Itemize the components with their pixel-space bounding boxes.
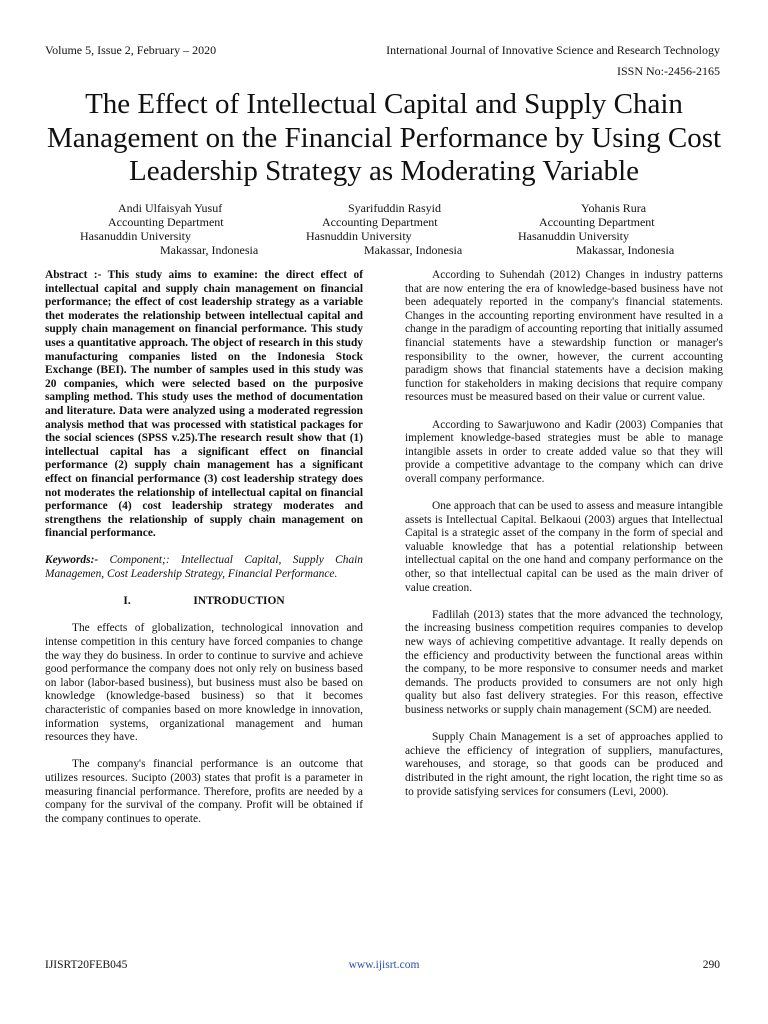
body-paragraph: The effects of globalization, technological innovation and intense competition in this century have forced companies to change the way they do business. In order to continue to survive and achieve good performance the company does not only rely on business based on labor (labor-based business), but business must also be based on knowledge (knowledge-based business) so that it becomes characteristic of companies based on more knowledge in innovation, information systems, organizational management and human resources they have.: [45, 622, 363, 744]
author-city: Makassar, Indonesia: [364, 243, 463, 257]
section-number: I.: [123, 595, 131, 608]
author-3: [518, 201, 674, 257]
footer-journal-link[interactable]: www.ijisrt.com: [348, 959, 420, 971]
abstract: Abstract :- This study aims to examine: the direct effect of intellectual capital and supply chain management on financial performance; the effect of cost leadership strategy as a variable thet moderates the relationship between intellectual capital and supply chain management on financial performance. This study uses a quantitative approach. The object of research in this study manufacturing companies listed on the Indonesia Stock Exchange (BEI). The number of samples used in this study was 20 companies, which were selected based on the purposive sampling method. This study uses the method of documentation and literature. Data were analyzed using a moderated regression analysis method that was processed with statistical packages for the social sciences (SPSS v.25).The research result show that (1) intellectual capital has a significant effect on financial performance (2) supply chain management has a significant effect on financial performance (3) cost leadership strategy does not moderates the relationship of intellectual capital on financial performance (4) cost leadership strategy moderates and strengthens the relationship of supply chain management on financial performance.: [45, 269, 363, 540]
author-1: [80, 201, 258, 257]
left-column: [45, 269, 363, 840]
body-paragraph: Supply Chain Management is a set of approaches applied to achieve the efficiency of integration of suppliers, manufactures, warehouses, and storage, so that goods can be produced and distributed in the right amount, the right location, the right time so as to provide satisfying services for consumers (Levi, 2000).: [405, 731, 723, 798]
author-department: Accounting Department: [108, 215, 224, 229]
author-department: Accounting Department: [539, 215, 655, 229]
body-paragraph: According to Suhendah (2012) Changes in industry patterns that are now entering the era of knowledge-based business have not been adequately reported in the company's financial statements. Changes in the accounting reporting environment have resulted in a change in the paradigm of accounting reporting that initially assumed financial statements have a stewardship function or manager's responsibility to the owner, however, the current accounting paradigm shows that financial statements have a decision making function for stakeholders in making decisions that require company resources must be measured based on their value or current value.: [405, 269, 723, 404]
author-university: Hasanuddin University: [518, 229, 629, 243]
keywords-label: Keywords:-: [45, 554, 99, 567]
author-university: Hasanuddin University: [80, 229, 191, 243]
body-paragraph: The company's financial performance is an outcome that utilizes resources. Sucipto (2003) states that profit is a parameter in measuring financial performance. Therefore, profits are needed by a company for the survival of the company. Profit will be obtained if the company continues to operate.: [45, 758, 363, 825]
footer-paper-code: IJISRT20FEB045: [45, 959, 128, 971]
author-2: [306, 201, 462, 257]
section-heading-introduction: [45, 595, 363, 609]
author-city: Makassar, Indonesia: [576, 243, 675, 257]
paper-title: The Effect of Intellectual Capital and Supply Chain Management on the Financial Performance by Using Cost Leadership Strategy as Moderating Variable: [46, 88, 722, 187]
running-header-volume: Volume 5, Issue 2, February – 2020: [45, 43, 217, 57]
running-header-journal: International Journal of Innovative Science and Research Technology: [386, 43, 720, 57]
author-department: Accounting Department: [322, 215, 438, 229]
right-column: [405, 269, 723, 813]
author-name: Syarifuddin Rasyid: [348, 201, 441, 215]
author-name: Yohanis Rura: [581, 201, 647, 215]
author-name: Andi Ulfaisyah Yusuf: [118, 201, 223, 215]
issn-number: ISSN No:-2456-2165: [616, 64, 720, 78]
footer-page-number: 290: [702, 959, 720, 971]
body-paragraph: One approach that can be used to assess and measure intangible assets is Intellectual Capital. Belkaoui (2003) argues that Intellectual Capital is a strategic asset of the company in the form of special and valuable knowledge that has a potential relationship between intellectual capital on the one hand and company performance on the other, so that intellectual capital can be used as the main driver of value creation.: [405, 500, 723, 594]
keywords-text: Component;: Intellectual Capital, Supply Chain Managemen, Cost Leadership Strategy, Financial Performance.: [45, 554, 363, 581]
keywords: [45, 554, 363, 581]
body-paragraph: According to Sawarjuwono and Kadir (2003) Companies that implement knowledge-based strategies must be able to manage intangible assets in order to create added value so that they will provide a competitive advantage to the company which can drive overall company performance.: [405, 418, 723, 485]
author-city: Makassar, Indonesia: [160, 243, 259, 257]
body-paragraph: Fadlilah (2013) states that the more advanced the technology, the increasing business competition requires companies to develop new ways of achieving competitive advantage. It really depends on the efficiency and productivity between the functional areas within the company, to be more responsive to consumer needs and market demands. The products provided to consumers are not only high quality but also fast delivery strategies. For this reason, effective business networks or supply chain management (SCM) are needed.: [405, 608, 723, 716]
author-university: Hasnuddin University: [306, 229, 412, 243]
section-title: INTRODUCTION: [193, 595, 285, 608]
